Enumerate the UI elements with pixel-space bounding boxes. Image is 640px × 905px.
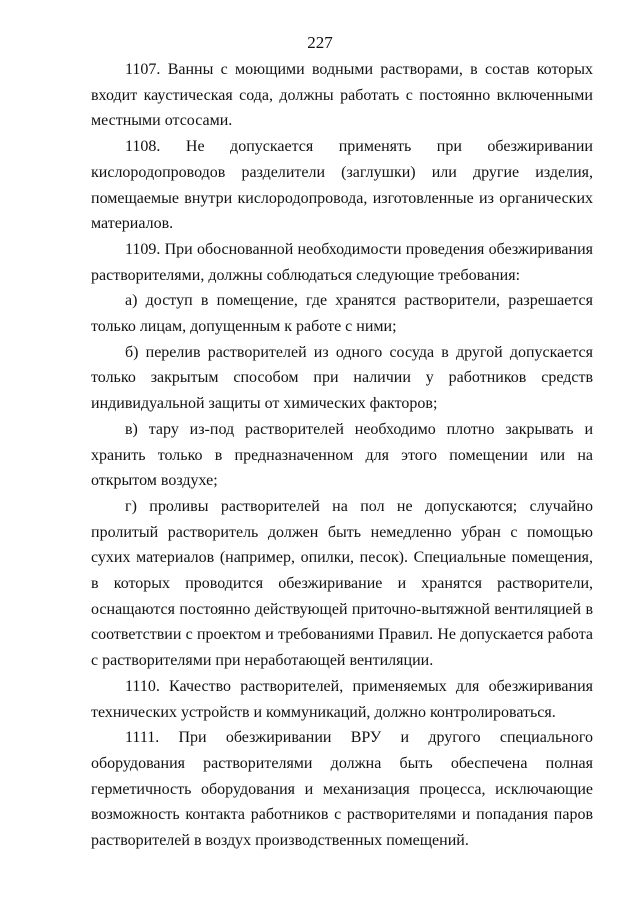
document-body xyxy=(91,57,593,854)
paragraph-1111: 1111. При обезжиривании ВРУ и другого специального оборудования растворителями должна быть обеспечена полная герметичность оборудования и механизация процесса, исключающие возможность контакта работников с растворителями и попадания паров растворителей в воздух производственных помещений. xyxy=(91,729,593,850)
paragraph-1109-item-v: в) тару из-под растворителей необходимо плотно закрывать и хранить только в предназначенном для этого помещении или на открытом воздухе; xyxy=(91,420,593,490)
paragraph-1109-item-b: б) перелив растворителей из одного сосуда в другой допускается только закрытым способом при наличии у работников средств индивидуальной защиты от химических факторов; xyxy=(91,343,593,413)
paragraph-1109-item-g: г) проливы растворителей на пол не допускаются; случайно пролитый растворитель должен быть немедленно убран с помощью сухих материалов (например, опилки, песок). Специальные помещения, в которых проводится обезжиривание и хранятся растворители, оснащаются постоянно действующей приточно-вытяжной вентиляцией в соответствии с проектом и требованиями Правил. Не допускается работа с растворителями при неработающей вентиляции. xyxy=(91,497,593,670)
paragraph-1109-item-a: а) доступ в помещение, где хранятся растворители, разрешается только лицам, допущенным к работе с ними; xyxy=(91,292,593,336)
paragraph-1108: 1108. Не допускается применять при обезжиривании кислородопроводов разделители (заглушки) или другие изделия, помещаемые внутри кислородопровода, изготовленные из органических материалов. xyxy=(91,138,593,233)
paragraph-1110: 1110. Качество растворителей, применяемых для обезжиривания технических устройств и коммуникаций, должно контролироваться. xyxy=(91,677,593,721)
page-number: 227 xyxy=(307,33,333,52)
paragraph-1107: 1107. Ванны с моющими водными растворами, в состав которых входит каустическая сода, должны работать с постоянно включенными местными отсосами. xyxy=(91,61,593,130)
paragraph-1109: 1109. При обоснованной необходимости проведения обезжиривания растворителями, должны соблюдаться следующие требования: xyxy=(91,240,593,284)
